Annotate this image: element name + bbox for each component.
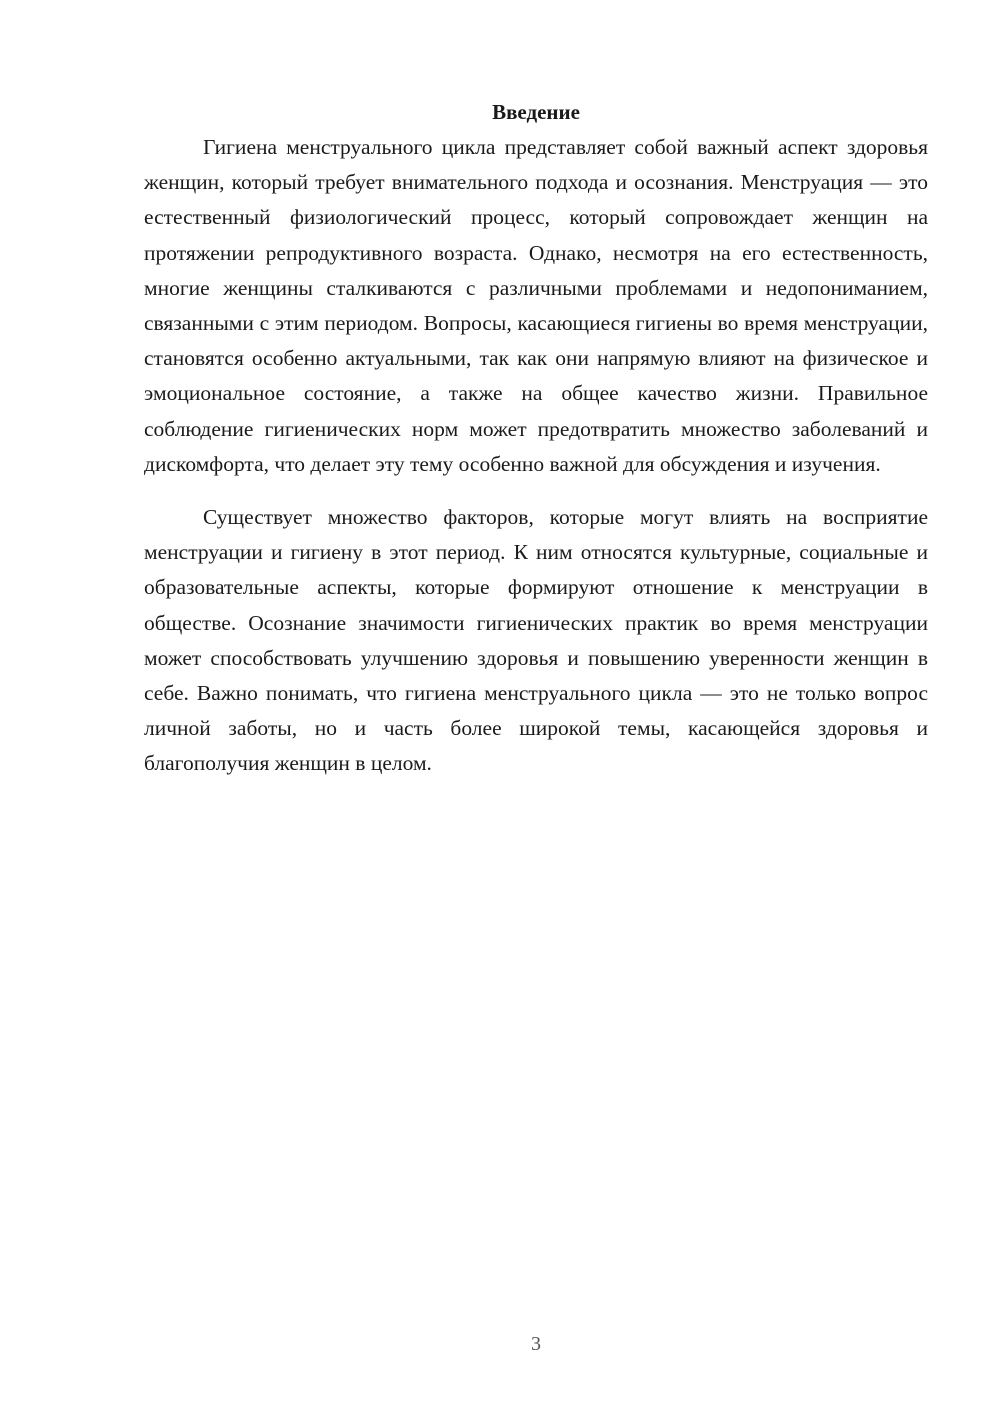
paragraph-1: Гигиена менструального цикла представляет собой важный аспект здоровья женщин, который требует внимательного подхода и осознания. Менструация — это естественный физиологический процесс, который сопровождает женщин на протяжении репродуктивного возраста. Однако, несмотря на его естественность, многие женщины сталкиваются с различными проблемами и недопониманием, связанными с этим периодом. Вопросы, касающиеся гигиены во время менструации, становятся особенно актуальными, так как они напрямую влияют на физическое и эмоциональное состояние, а также на общее качество жизни. Правильное соблюдение гигиенических норм может предотвратить множество заболеваний и дискомфорта, что делает эту тему особенно важной для обсуждения и изучения. [144,135,928,476]
section-title: Введение [492,100,580,124]
page-number: 3 [531,1333,541,1355]
paragraph-2: Существует множество факторов, которые могут влиять на восприятие менструации и гигиену в этот период. К ним относятся культурные, социальные и образовательные аспекты, которые формируют отношение к менструации в обществе. Осознание значимости гигиенических практик во время менструации может способствовать улучшению здоровья и повышению уверенности женщин в себе. Важно понимать, что гигиена менструального цикла — это не только вопрос личной заботы, но и часть более широкой темы, касающейся здоровья и благополучия женщин в целом. [144,505,928,776]
page-content [144,94,928,782]
